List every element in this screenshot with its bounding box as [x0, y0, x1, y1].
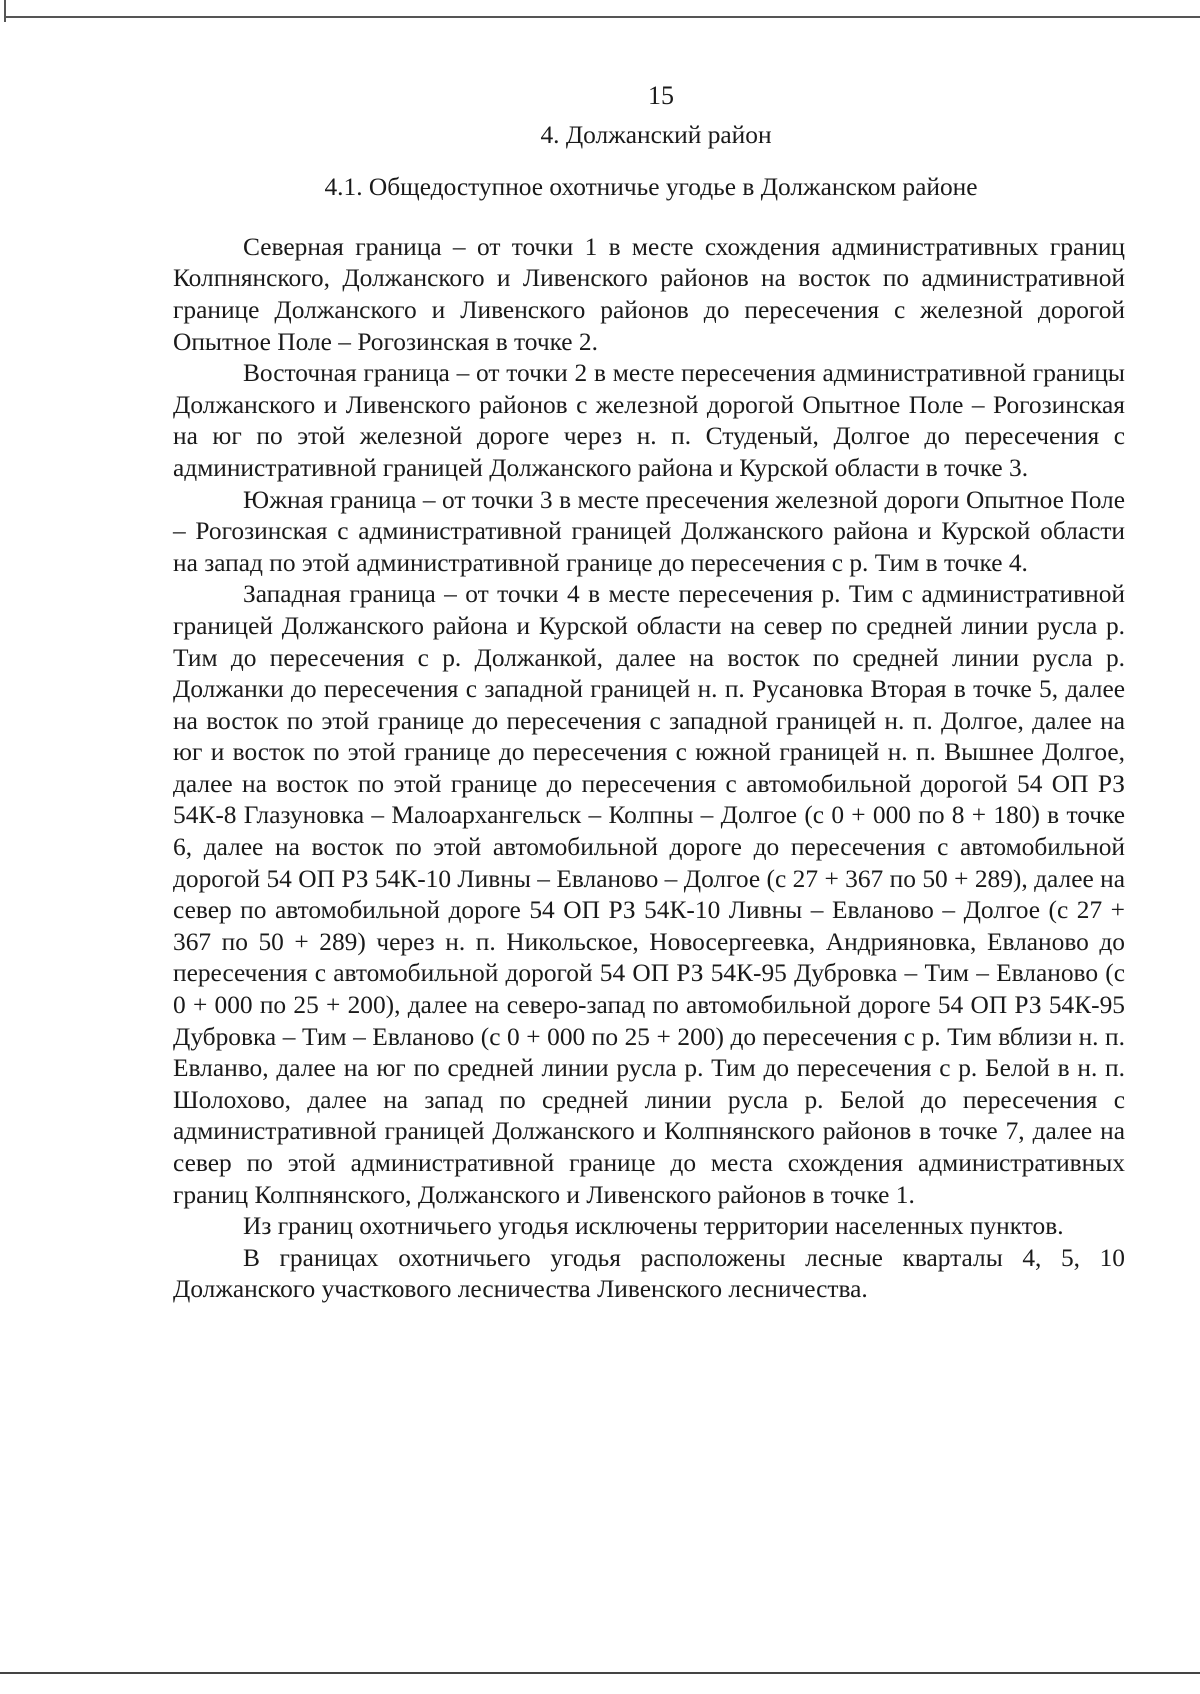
paragraph-northern-border: Северная граница – от точки 1 в месте схождения административных границ Колпнянского, Должанского и Ливенского районов на восток по административной границе Должанского и Ливенского районов до пересечения с железной дорогой Опытное Поле – Рогозинская в точке 2.: [173, 232, 1125, 356]
page-edge-top: [6, 16, 1200, 18]
document-body: [173, 80, 1125, 1306]
section-title: 4. Должанский район: [540, 120, 772, 149]
subsection-title: 4.1. Общедоступное охотничье угодье в Должанском районе: [324, 173, 978, 202]
paragraph-eastern-border: Восточная граница – от точки 2 в месте пересечения административной границы Должанского и Ливенского районов с железной дорогой Опытное Поле – Рогозинская на юг по этой железной дороге через н. п. Студеный, Долгое до пересечения с административной границей Должанского района и Курской области в точке 3.: [173, 359, 1125, 482]
paragraph-exclusions: Из границ охотничьего угодья исключены территории населенных пунктов.: [243, 1212, 1064, 1241]
paragraph-southern-border: Южная граница – от точки 3 в месте пресечения железной дороги Опытное Поле – Рогозинская с административной границей Должанского района и Курской области на запад по этой административной границе до пересечения с р. Тим в точке 4.: [173, 485, 1125, 577]
page-edge-left: [4, 0, 6, 22]
page-number: 15: [648, 81, 674, 110]
paragraph-western-border: Западная граница – от точки 4 в месте пересечения р. Тим с административной границей Должанского района и Курской области на север по средней линии русла р. Тим до пересечения с р. Должанкой, далее на восток по средней линии русла р. Должанки до пересечения с западной границей н. п. Русановка Вторая в точке 5, далее на восток по этой границе до пересечения с западной границей н. п. Долгое, далее на юг и восток по этой границе до пересечения с южной границей н. п. Вышнее Долгое, далее на восток по этой границе до пересечения с автомобильной дорогой 54 ОП РЗ 54К-8 Глазуновка – Малоархангельск – Колпны – Долгое (с 0 + 000 по 8 + 180) в точке 6, далее на восток по этой автомобильной дороге до пересечения с автомобильной дорогой 54 ОП РЗ 54К-10 Ливны – Евланово – Долгое (с 27 + 367 по 50 + 289), далее на север по автомобильной дороге 54 ОП РЗ 54К-10 Ливны – Евланово – Долгое (с 27 + 367 по 50 + 289) через н. п. Никольское, Новосергеевка, Андрияновка, Евланово до пересечения с автомобильной дорогой 54 ОП РЗ 54К-95 Дубровка – Тим – Евланово (с 0 + 000 по 25 + 200), далее на северо-запад по автомобильной дороге 54 ОП РЗ 54К-95 Дубровка – Тим – Евланово (с 0 + 000 по 25 + 200) до пересечения с р. Тим вблизи н. п. Евланво, далее на юг по средней линии русла р. Тим до пересечения с р. Белой в н. п. Шолохово, далее на запад по средней линии русла р. Белой до пересечения с административной границей Должанского и Колпнянского районов в точке 7, далее на север по этой административной границе до места схождения административных границ Колпнянского, Должанского и Ливенского районов в точке 1.: [173, 580, 1125, 1209]
page-edge-bottom: [0, 1672, 1200, 1674]
paragraph-forest-quarters: В границах охотничьего угодья расположены лесные кварталы 4, 5, 10 Должанского участкового лесничества Ливенского лесничества.: [173, 1243, 1125, 1304]
